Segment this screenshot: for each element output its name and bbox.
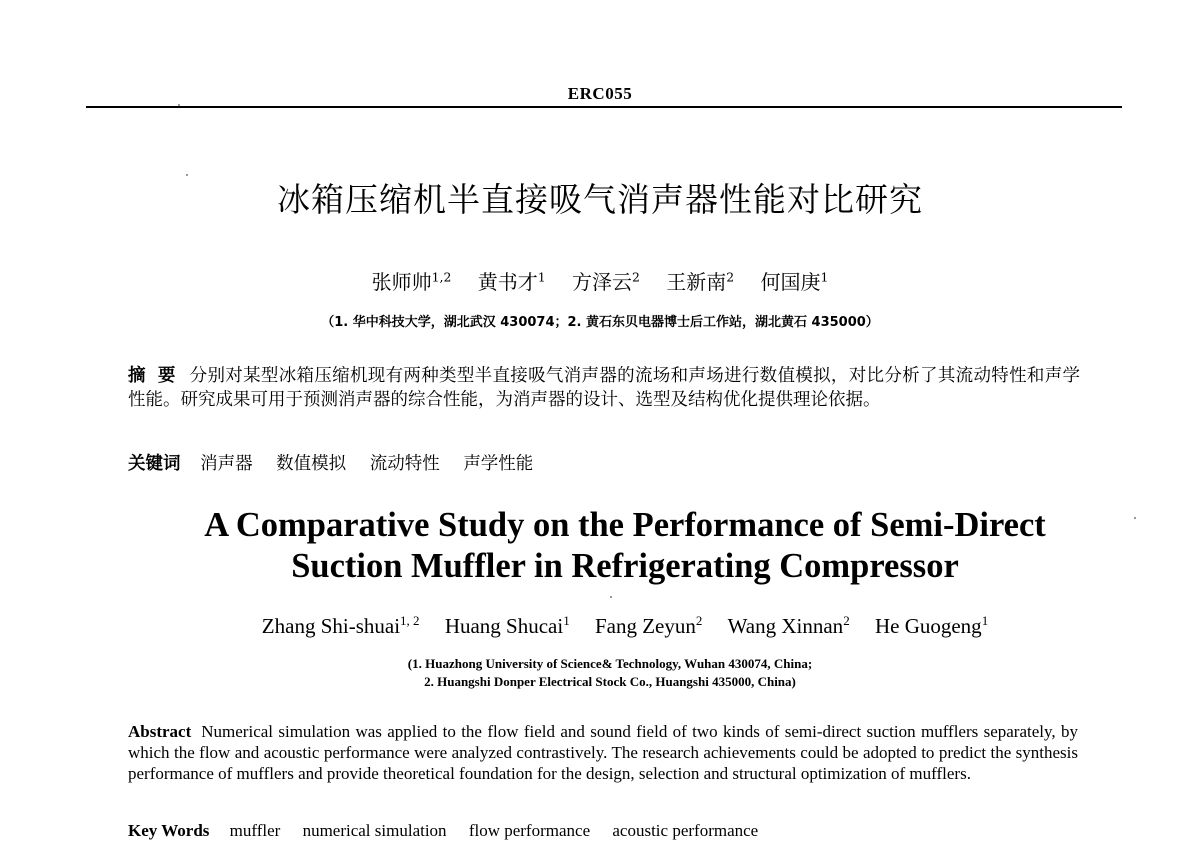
keyword: 消声器: [200, 454, 253, 474]
english-abstract-label: Abstract: [128, 722, 192, 741]
chinese-abstract: [128, 364, 1080, 412]
english-author: [875, 614, 988, 638]
author-affiliation-mark: 1,2: [431, 269, 452, 285]
chinese-author: [666, 270, 734, 294]
author-name: Zhang Shi-shuai: [261, 614, 401, 638]
chinese-author-list: [0, 269, 1200, 294]
chinese-author: [478, 270, 546, 294]
chinese-author: [760, 270, 828, 294]
chinese-abstract-text: 分别对某型冰箱压缩机现有两种类型半直接吸气消声器的流场和声场进行数值模拟，对比分析了其流动特性和声学性能。研究成果可用于预测消声器的综合性能，为消声器的设计、选型及结构优化提供理论依据。: [128, 366, 1081, 410]
author-name: 何国庚: [760, 270, 821, 294]
keyword: 流动特性: [369, 454, 440, 474]
author-affiliation-mark: 1: [537, 269, 546, 285]
author-name: 方泽云: [571, 270, 632, 294]
english-title: [0, 505, 1200, 587]
document-code: ERC055: [567, 84, 633, 103]
keyword: acoustic performance: [612, 821, 759, 840]
author-affiliation-mark: 2: [843, 613, 850, 628]
english-affiliations: [0, 655, 1200, 691]
chinese-author: [572, 270, 640, 294]
author-affiliation-mark: 1, 2: [400, 613, 420, 628]
english-author-list: [0, 613, 1200, 638]
chinese-keywords-label: 关键词: [128, 454, 181, 474]
author-affiliation-mark: 2: [631, 269, 640, 285]
author-name: Fang Zeyun: [594, 614, 696, 638]
chinese-affiliations: （1. 华中科技大学，湖北武汉 430074；2. 黄石东贝电器博士后工作站，湖北黄石 435000）: [321, 315, 879, 330]
author-affiliation-mark: 2: [726, 269, 735, 285]
keyword: numerical simulation: [302, 821, 447, 840]
scan-speck: [610, 596, 612, 598]
chinese-abstract-label: 摘要: [128, 366, 188, 386]
english-author: [595, 614, 702, 638]
scan-speck: [186, 174, 188, 176]
chinese-author: [372, 270, 452, 294]
author-name: Huang Shucai: [444, 614, 564, 638]
english-author: [728, 614, 850, 638]
english-author: [262, 614, 420, 638]
keyword: 数值模拟: [276, 454, 347, 474]
affiliation-line: 2. Huangshi Donper Electrical Stock Co., Huangshi 435000, China): [424, 674, 796, 689]
author-name: 黄书才: [477, 270, 538, 294]
author-name: 张师帅: [371, 270, 432, 294]
keyword: muffler: [229, 821, 281, 840]
author-name: He Guogeng: [874, 614, 982, 638]
chinese-title: 冰箱压缩机半直接吸气消声器性能对比研究: [277, 180, 923, 219]
keyword: 声学性能: [463, 454, 534, 474]
author-name: 王新南: [666, 270, 727, 294]
english-title-line: Suction Muffler in Refrigerating Compressor: [291, 547, 959, 585]
affiliation-line: (1. Huazhong University of Science& Technology, Wuhan 430074, China;: [407, 656, 813, 671]
keyword: flow performance: [468, 821, 591, 840]
header-rule: [86, 106, 1122, 108]
english-keywords: [128, 820, 1078, 841]
english-abstract: [128, 721, 1078, 784]
english-abstract-text: Numerical simulation was applied to the flow field and sound field of two kinds of semi-direct suction mufflers separately, by which the flow and acoustic performance were analyzed contrastively. The research achievements could be adopted to predict the synthesis performance of mufflers and provide theoretical foundation for the design, selection and structural optimization of mufflers.: [128, 722, 1078, 783]
english-keywords-label: Key Words: [128, 821, 210, 840]
author-affiliation-mark: 2: [695, 613, 703, 628]
author-affiliation-mark: 1: [563, 613, 570, 628]
english-author: [445, 614, 570, 638]
chinese-keywords: [128, 452, 1080, 476]
author-affiliation-mark: 1: [981, 613, 989, 628]
author-affiliation-mark: 1: [820, 269, 829, 285]
english-title-line: A Comparative Study on the Performance of Semi-Direct: [204, 506, 1046, 544]
scan-speck: [178, 104, 180, 106]
author-name: Wang Xinnan: [727, 614, 844, 638]
